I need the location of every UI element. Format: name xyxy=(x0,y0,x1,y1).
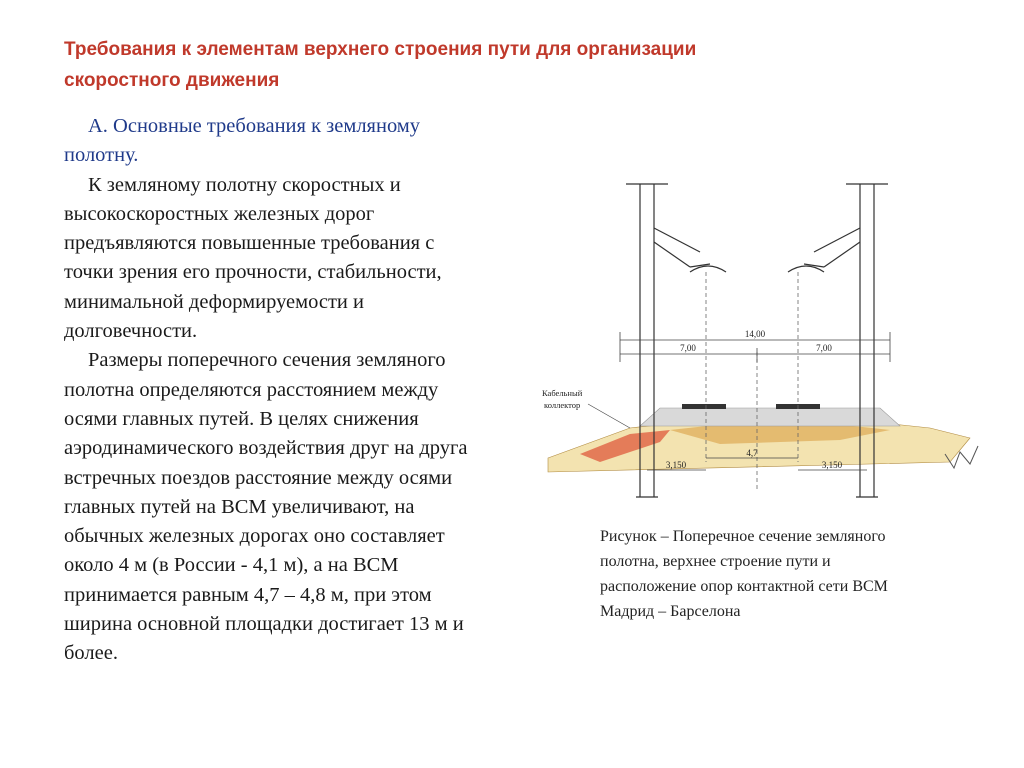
paragraph-1 xyxy=(64,171,534,347)
paragraph-2-line: осями главных путей. В целях снижения xyxy=(64,407,419,430)
paragraph-1-line: точки зрения его прочности, стабильности, xyxy=(64,261,442,284)
figure-caption xyxy=(600,524,1000,624)
dimension-bottom-left: 3,150 xyxy=(665,460,687,470)
paragraph-2-line: встречных поездов расстояние между осями xyxy=(64,466,453,489)
slide-title xyxy=(64,34,964,96)
body-text xyxy=(64,112,534,669)
slide-title-line-1: Требования к элементам верхнего строения пути для организации xyxy=(64,39,697,60)
paragraph-1-line: высокоскоростных железных дорог xyxy=(64,202,375,225)
paragraph-2-line: Размеры поперечного сечения земляного xyxy=(88,349,446,372)
label-cable-collector-1: Кабельный xyxy=(542,388,583,398)
caption-line: Рисунок – Поперечное сечение земляного xyxy=(600,528,886,545)
dimension-total: 14,00 xyxy=(744,329,766,339)
cross-section-diagram xyxy=(540,172,1008,512)
paragraph-2-line: ширина основной площадки достигает 13 м и xyxy=(64,613,464,636)
paragraph-2-line: около 4 м (в России - 4,1 м), а на ВСМ xyxy=(64,554,399,577)
dimension-left: 7,00 xyxy=(680,343,696,353)
dimension-right: 7,00 xyxy=(816,343,832,353)
paragraph-1-line: долговечности. xyxy=(64,320,198,343)
paragraph-1-line: К земляному полотну скоростных и xyxy=(88,173,401,196)
section-heading-line-2: полотну. xyxy=(64,144,139,167)
section-heading xyxy=(64,112,534,171)
paragraph-2-line: аэродинамического воздействия друг на друга xyxy=(64,437,468,460)
paragraph-2-line: полотна определяются расстоянием между xyxy=(64,378,439,401)
paragraph-2-line: принимается равным 4,7 – 4,8 м, при этом xyxy=(64,583,432,606)
label-cable-leader xyxy=(588,404,630,428)
slide-title-line-2: скоростного движения xyxy=(64,70,280,91)
label-cable-collector-2: коллектор xyxy=(544,400,581,410)
paragraph-2-line: главных путей на ВСМ увеличивают, на xyxy=(64,495,415,518)
caption-line: расположение опор контактной сети ВСМ xyxy=(600,578,888,595)
track-left xyxy=(682,404,726,409)
caption-line: полотна, верхнее строение пути и xyxy=(600,553,831,570)
paragraph-2-line: более. xyxy=(64,642,118,665)
caption-line: Мадрид – Барселона xyxy=(600,603,741,620)
ballast-prism xyxy=(640,408,900,426)
paragraph-2-line: обычных железных дорогах оно составляет xyxy=(64,525,445,548)
dimension-bottom-mid: 4,7 xyxy=(746,448,758,458)
paragraph-1-line: предъявляются повышенные требования с xyxy=(64,232,435,255)
section-heading-line-1: А. Основные требования к земляному xyxy=(88,115,421,137)
dimension-bottom-right: 3,150 xyxy=(821,460,843,470)
paragraph-2 xyxy=(64,346,534,668)
paragraph-1-line: минимальной деформируемости и xyxy=(64,290,365,313)
